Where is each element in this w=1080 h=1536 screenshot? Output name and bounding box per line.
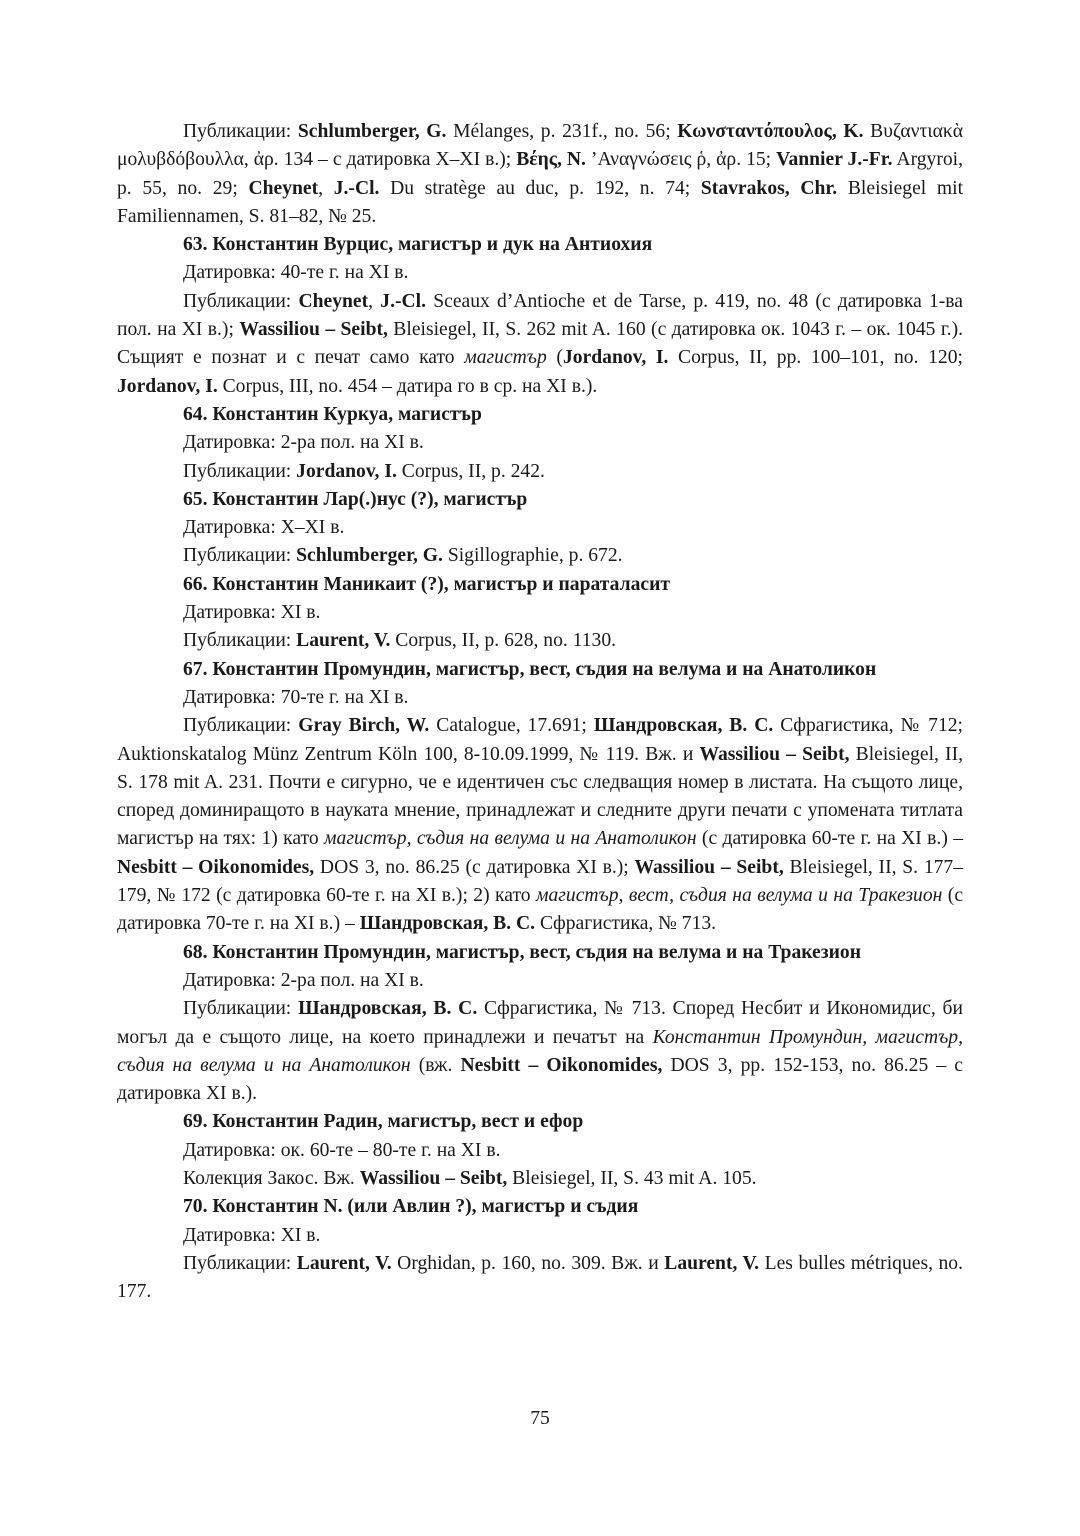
page-number: 75 xyxy=(530,1408,550,1429)
bold-reference: J.-Cl. xyxy=(380,290,426,312)
bold-reference: Schlumberger, G. xyxy=(296,545,443,567)
bold-reference: Шандровская, В. С. xyxy=(298,998,478,1020)
italic-text: магистър xyxy=(464,347,547,369)
bold-reference: Κωνσταντόπουλος, K. xyxy=(677,121,864,142)
bold-reference: Jordanov, I. xyxy=(296,460,397,482)
entry-70-publications: Публикации: Laurent, V. Orghidan, p. 160, no. 309. Вж. и Laurent, V. Les bulles métriques, no. 177. xyxy=(117,1252,963,1303)
bold-reference: Шандровская, В. С. xyxy=(359,913,536,935)
entry-66-publications: Публикации: Laurent, V. Corpus, II, p. 628, no. 1130. xyxy=(183,630,617,652)
bold-reference: Nesbitt – Oikonomides, xyxy=(117,856,315,878)
entry-67-dating: Датировка: 70-те г. на XI в. xyxy=(183,686,409,708)
bold-reference: Шандровская, В. С. xyxy=(593,715,774,737)
entry-65-publications: Публикации: Schlumberger, G. Sigillographie, p. 672. xyxy=(183,545,623,567)
bold-reference: Gray Birch, W. xyxy=(298,715,430,737)
bold-reference: Vannier J.-Fr. xyxy=(776,149,893,171)
bold-reference: J.-Cl. xyxy=(333,177,380,199)
entry-67-title: 67. Константин Промундин, магистър, вест, съдия на велума и на Анатоликон xyxy=(183,658,877,680)
italic-text: магистър, съдия на велума и на Анатоликон xyxy=(324,828,697,850)
entry-64-title: 64. Константин Куркуа, магистър xyxy=(183,403,482,425)
bold-reference: Jordanov, I. xyxy=(562,347,669,369)
bold-reference: Βέης, N. xyxy=(516,149,586,171)
italic-text: магистър, вест, съдия на велума и на Тракезион xyxy=(535,885,943,907)
bold-reference: Stavrakos, Chr. xyxy=(700,177,838,199)
bold-reference: Wassiliou – Seibt, xyxy=(239,319,388,341)
bold-reference: Wassiliou – Seibt, xyxy=(634,856,784,878)
bold-reference: Cheynet xyxy=(248,177,319,199)
bold-reference: Cheynet xyxy=(298,290,369,312)
entry-70-title: 70. Константин N. (или Авлин ?), магистър и съдия xyxy=(183,1196,639,1218)
entry-66-dating: Датировка: XI в. xyxy=(183,602,321,624)
entry-65-title: 65. Константин Лар(.)нус (?), магистър xyxy=(183,488,528,510)
entry-69-dating: Датировка: ок. 60-те – 80-те г. на XI в. xyxy=(183,1139,501,1161)
bold-reference: Laurent, V. xyxy=(664,1252,760,1274)
entry-68-publications: Публикации: Шандровская, В. С. Сфрагистика, № 713. Според Несбит и Икономидис, би могъл да е същото лице, на което принадлежи и печатът на Константин Промундин, магистър, съдия на велума и на Анатоликон (вж. Nesbitt – Oikonomides, DOS 3, pp. 152-153, no. 86.25 – с датировка XI в.). xyxy=(117,998,963,1105)
bold-reference: Jordanov, I. xyxy=(117,375,218,397)
entry-63-publications: Публикации: Cheynet, J.-Cl. Sceaux d’Antioche et de Tarse, p. 419, no. 48 (с датировка 1-ва пол. на XI в.); Wassiliou – Seibt, Bleisiegel, II, S. 262 mit A. 160 (с датировка ок. 1043 г. – ок. 1045 г.). Същият е познат и с печат само като магистър (Jordanov, I. Corpus, II, pp. 100–101, no. 120; Jordanov, I. Corpus, III, no. 454 – датира го в ср. на XI в.). xyxy=(117,290,963,397)
bold-reference: Nesbitt – Oikonomides, xyxy=(460,1054,663,1076)
entry-64-publications: Публикации: Jordanov, I. Corpus, II, p. 242. xyxy=(183,460,545,482)
entry-68-dating: Датировка: 2-ра пол. на XI в. xyxy=(183,969,424,991)
entry-68-title: 68. Константин Промундин, магистър, вест, съдия на велума и на Тракезион xyxy=(183,941,861,963)
entry-69-publications: Колекция Закос. Вж. Wassiliou – Seibt, Bleisiegel, II, S. 43 mit A. 105. xyxy=(183,1167,757,1189)
bold-reference: Laurent, V. xyxy=(296,630,391,652)
bold-reference: Wassiliou – Seibt, xyxy=(359,1167,508,1189)
bold-reference: Wassiliou – Seibt, xyxy=(699,743,850,765)
bold-reference: Laurent, V. xyxy=(296,1252,392,1274)
entry-66-title: 66. Константин Маникаит (?), магистър и параталасит xyxy=(183,573,671,595)
bold-reference: Schlumberger, G. xyxy=(297,121,447,142)
entry-63-title: 63. Константин Вурцис, магистър и дук на Антиохия xyxy=(183,234,653,256)
page-body xyxy=(117,118,963,1306)
italic-text: Константин Промундин, магистър, съдия на велума и на Анатоликон xyxy=(117,1026,963,1076)
entry-70-dating: Датировка: XI в. xyxy=(183,1224,321,1246)
entry-64-dating: Датировка: 2-ра пол. на XI в. xyxy=(183,432,424,454)
entry-63-dating: Датировка: 40-те г. на XI в. xyxy=(183,262,409,284)
entry-67-publications: Публикации: Gray Birch, W. Catalogue, 17.691; Шандровская, В. С. Сфрагистика, № 712; Auktionskatalog Münz Zentrum Köln 100, 8-10.09.1999, № 119. Вж. и Wassiliou – Seibt, Bleisiegel, II, S. 178 mit A. 231. Почти е сигурно, че е идентичен със следващия номер в листата. На същото лице, според доминиращото в науката мнение, принадлежат и следните други печати с упомената титлата магистър на тях: 1) като магистър, съдия на велума и на Анатоликон (с датировка 60-те г. на XI в.) – Nesbitt – Oikonomides, DOS 3, no. 86.25 (с датировка XI в.); Wassiliou – Seibt, Bleisiegel, II, S. 177–179, № 172 (с датировка 60-те г. на XI в.); 2) като магистър, вест, съдия на велума и на Тракезион (с датировка 70-те г. на XI в.) – Шандровская, В. С. Сфрагистика, № 713. xyxy=(117,715,964,935)
entry-65-dating: Датировка: X–XI в. xyxy=(183,517,345,539)
entry-69-title: 69. Константин Радин, магистър, вест и ефор xyxy=(183,1111,584,1133)
entry-62-publications: Публикации: Schlumberger, G. Mélanges, p. 231f., no. 56; Κωνσταντόπουλος, K. Βυζαντιακὰ μολυβδόβουλλα, ἀρ. 134 – с датировка X–XI в.); Βέης, N. ’Αναγνώσεις ῥ, ἀρ. 15; Vannier J.-Fr. Argyroi, p. 55, no. 29; Cheynet, J.-Cl. Du stratège au duc, p. 192, n. 74; Stavrakos, Chr. Bleisiegel mit Familiennamen, S. 81–82, № 25. xyxy=(117,121,964,227)
